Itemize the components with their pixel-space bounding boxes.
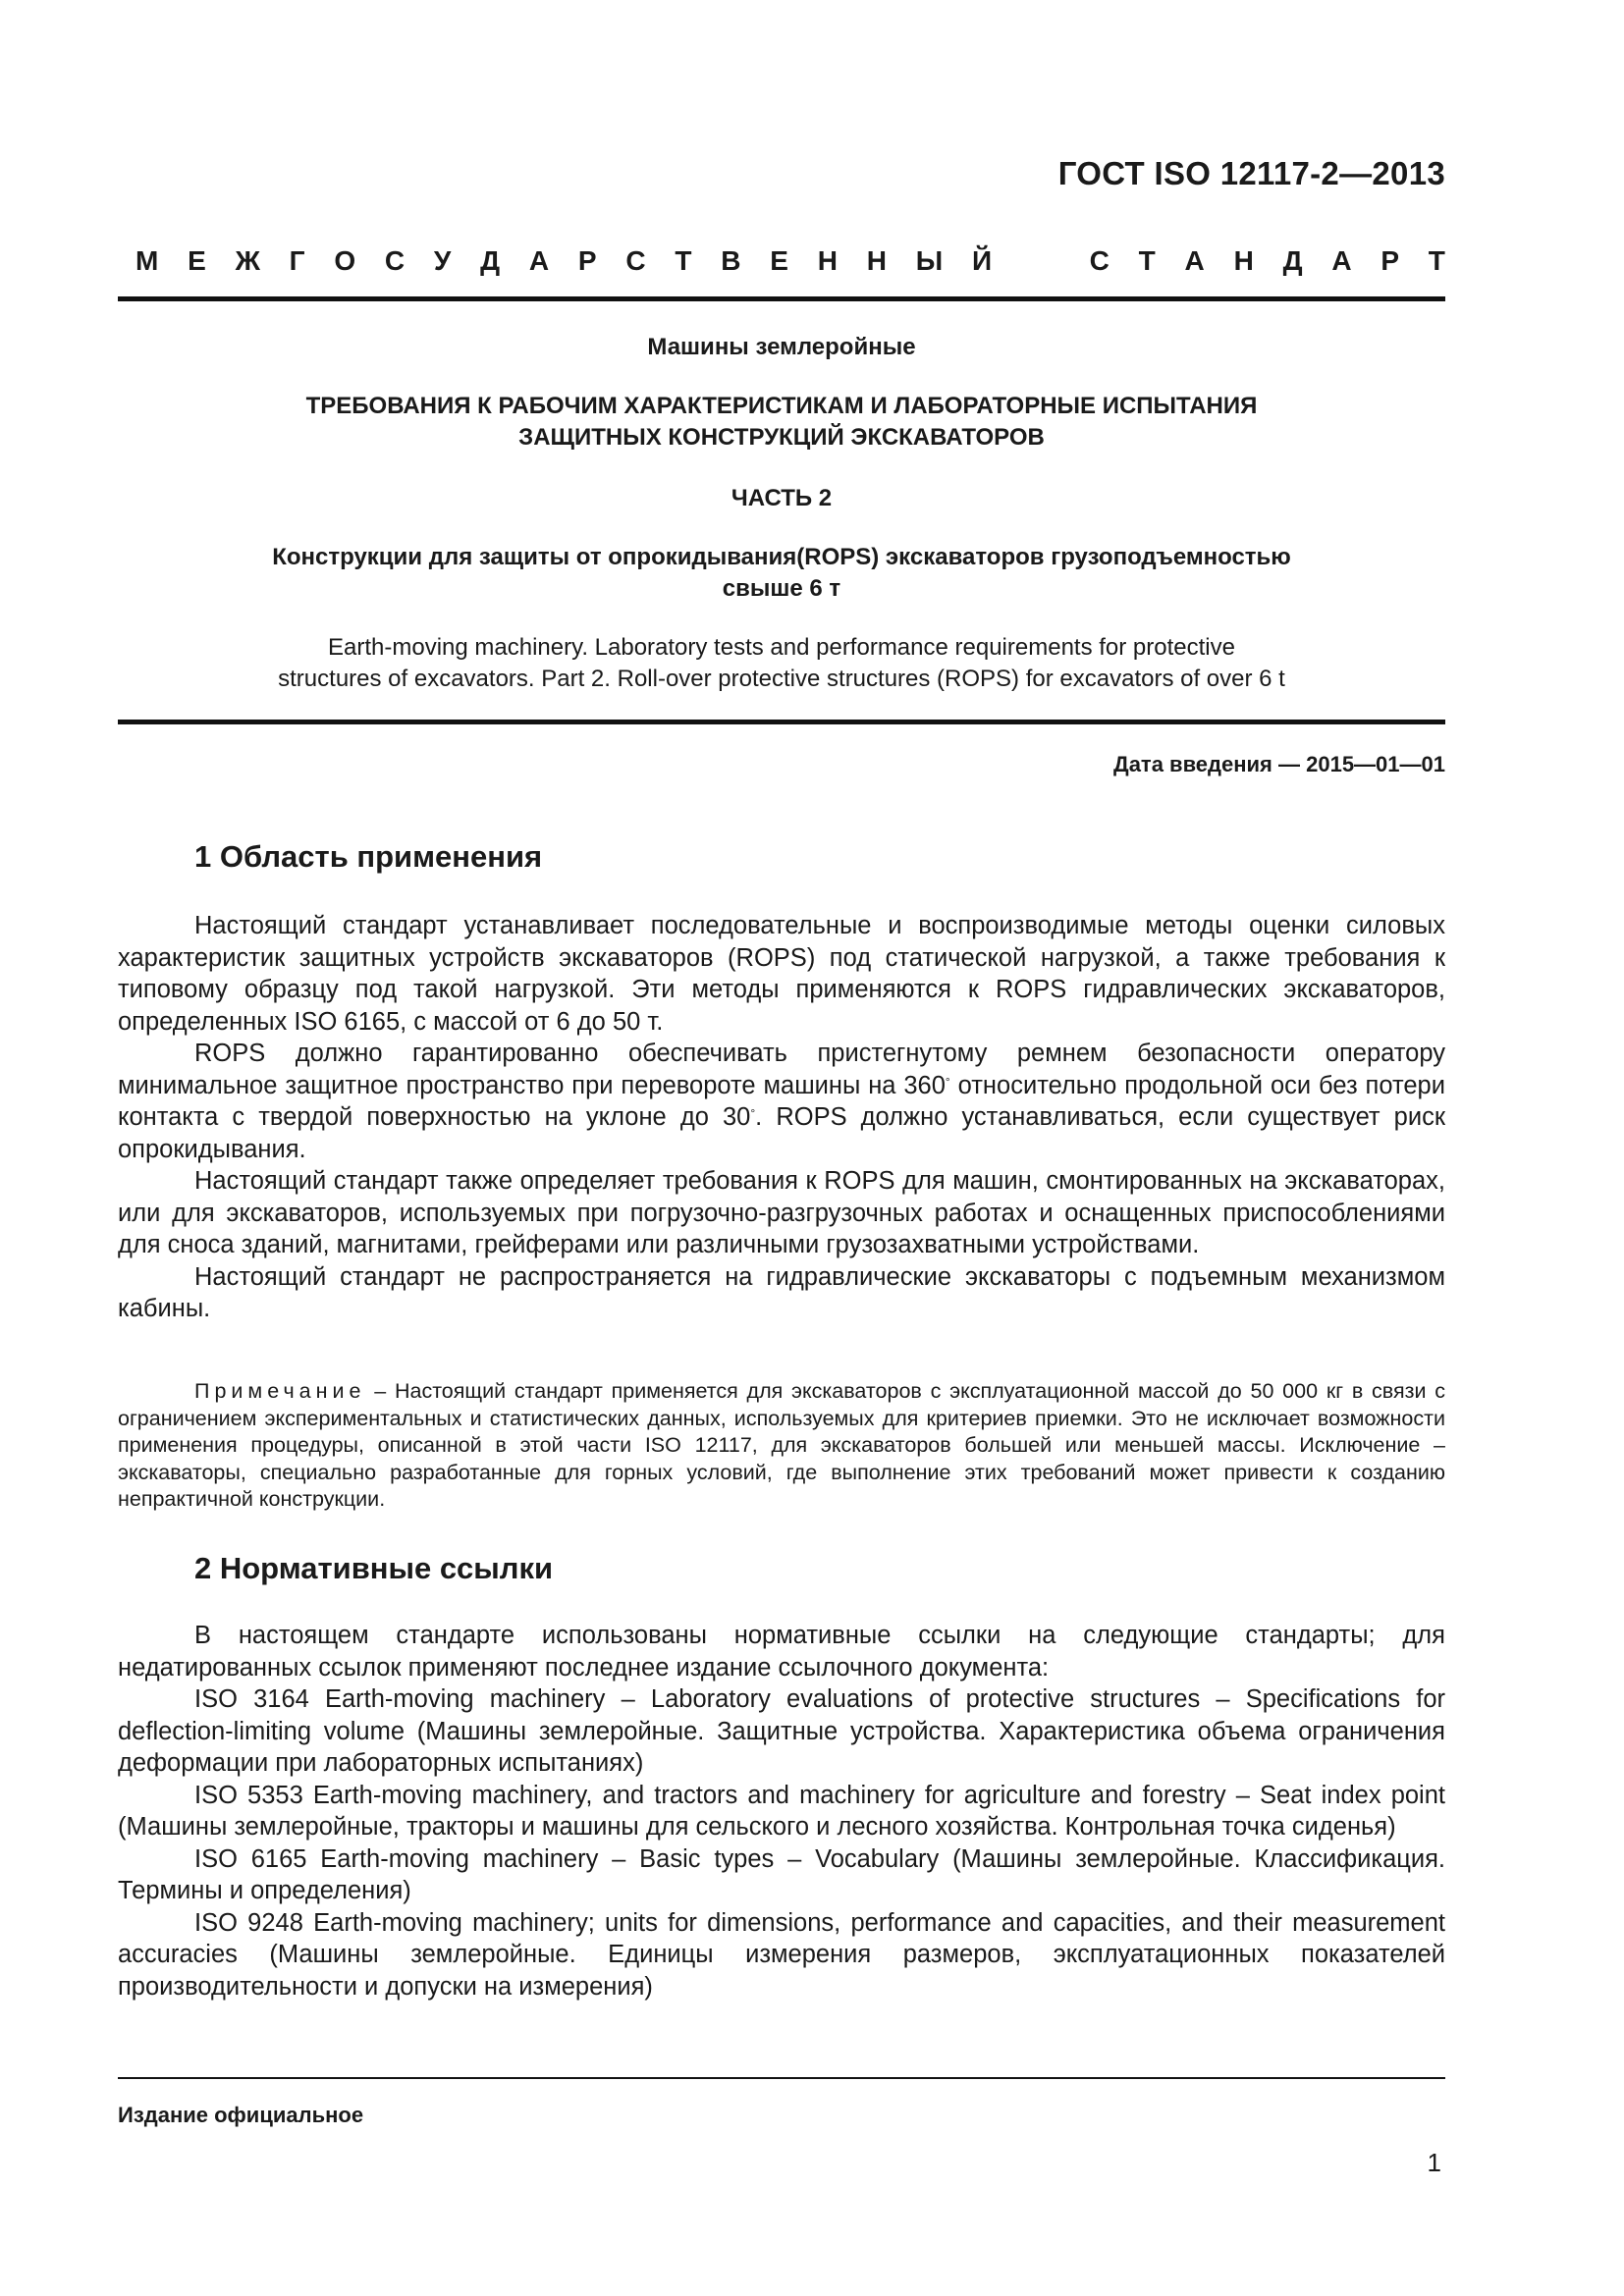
- title-main-line: ТРЕБОВАНИЯ К РАБОЧИМ ХАРАКТЕРИСТИКАМ И ЛАБОРАТОРНЫЕ ИСПЫТАНИЯ: [305, 393, 1258, 419]
- banner-letter: Ж: [235, 245, 260, 276]
- title-part: ЧАСТЬ 2: [731, 485, 833, 511]
- header-divider: [118, 296, 1445, 301]
- document-number: ГОСТ ISO 12117-2—2013: [1057, 155, 1445, 191]
- section-2-body: [118, 1620, 1445, 2002]
- banner-letter: А: [1331, 245, 1352, 276]
- banner-letter: Н: [817, 245, 838, 276]
- banner-letter: А: [1184, 245, 1205, 276]
- title-english: [118, 632, 1445, 695]
- paragraph: Настоящий стандарт устанавливает последовательные и воспроизводимые методы оценки силовых характеристик защитных устройств экскаваторов (ROPS) под статической нагрузкой, а также требования к типовому образцу под такой нагрузкой. Эти методы применяются к ROPS гидравлических экскаваторов, определенных ISO 6165, с массой от 6 до 50 т.: [118, 912, 1445, 1036]
- banner-letter: С: [384, 245, 406, 276]
- paragraph: В настоящем стандарте использованы нормативные ссылки на следующие стандарты; для недатированных ссылок применяют последнее издание ссылочного документа:: [118, 1622, 1445, 1682]
- title-divider: [118, 720, 1445, 724]
- banner-letter: Д: [1282, 245, 1303, 276]
- note-text: – Настоящий стандарт применяется для экскаваторов с эксплуатационной массой до 50 000 кг в связи с ограничением экспериментальных и статистических данных, используемых для критериев приемки. Это не исключает возможности применения процедуры, описанной в этой части ISO 12117, для экскаваторов большей или меньшей массы. Исключение – экскаваторы, специально разработанные для горных условий, где выполнение этих требований может привести к созданию непрактичной конструкции.: [118, 1379, 1445, 1511]
- banner-letter: Д: [480, 245, 501, 276]
- banner-letter: Н: [866, 245, 887, 276]
- banner-letter: С: [625, 245, 646, 276]
- title-subtitle: [118, 542, 1445, 605]
- title-main-line: ЗАЩИТНЫХ КОНСТРУКЦИЙ ЭКСКАВАТОРОВ: [518, 424, 1045, 451]
- banner-letter: У: [433, 245, 452, 276]
- section-2-heading: 2 Нормативные ссылки: [194, 1551, 554, 1585]
- title-english-line: structures of excavators. Part 2. Roll-over protective structures (ROPS) for excavators of over 6 t: [278, 666, 1285, 692]
- paragraph: ROPS должно гарантированно обеспечивать пристегнутому ремнем безопасности оператору минимальное защитное пространство при перевороте машины на 360° относительно продольной оси без потери контакта с твердой поверхностью на уклоне до 30°. ROPS должно устанавливаться, если существует риск опрокидывания.: [118, 1040, 1445, 1163]
- banner-letter: М: [135, 245, 159, 276]
- banner-letter: Е: [770, 245, 788, 276]
- note: [118, 1378, 1445, 1514]
- degree-mark: °: [750, 1106, 756, 1120]
- banner-letter: Г: [289, 245, 305, 276]
- standard-type-banner: [135, 245, 1445, 277]
- reference-item: ISO 5353 Earth-moving machinery, and tractors and machinery for agriculture and forestry – Seat index point (Машины землеройные, тракторы и машины для сельского и лесного хозяйства. Контрольная точка сиденья): [118, 1781, 1445, 1841]
- banner-word-gap: [1021, 245, 1060, 277]
- banner-letter: О: [334, 245, 356, 276]
- title-main: [118, 391, 1445, 454]
- banner-letter: В: [721, 245, 741, 276]
- reference-item: ISO 6165 Earth-moving machinery – Basic types – Vocabulary (Машины землеройные. Классификация. Термины и определения): [118, 1844, 1445, 1904]
- note-label: Примечание: [194, 1379, 366, 1403]
- footer-divider: [118, 2077, 1445, 2079]
- banner-letter: С: [1089, 245, 1110, 276]
- edition-label: Издание официальное: [118, 2103, 364, 2127]
- title-group: Машины землеройные: [647, 334, 916, 360]
- title-subtitle-line: Конструкции для защиты от опрокидывания(ROPS) экскаваторов грузоподъемностью: [272, 544, 1291, 570]
- banner-letter: Т: [1428, 245, 1445, 276]
- paragraph: Настоящий стандарт также определяет требования к ROPS для машин, смонтированных на экскаваторах, или для экскаваторов, используемых при погрузочно-разгрузочных работах и оснащенных приспособлениями для сноса зданий, магнитами, грейферами или различными грузозахватными устройствами.: [118, 1167, 1445, 1258]
- banner-letter: Н: [1233, 245, 1254, 276]
- banner-letter: А: [528, 245, 550, 276]
- title-english-line: Earth-moving machinery. Laboratory tests and performance requirements for protective: [328, 634, 1235, 661]
- paragraph: Настоящий стандарт не распространяется на гидравлические экскаваторы с подъемным механизмом кабины.: [118, 1262, 1445, 1322]
- degree-mark: °: [945, 1074, 950, 1089]
- section-1-body: [118, 910, 1445, 1325]
- banner-letter: Ы: [915, 245, 944, 276]
- page-number: 1: [1427, 2148, 1441, 2177]
- introduction-date: Дата введения — 2015—01—01: [1113, 752, 1445, 776]
- banner-letter: Р: [1380, 245, 1400, 276]
- reference-item: ISO 9248 Earth-moving machinery; units for dimensions, performance and capacities, and their measurement accuracies (Машины землеройные. Единицы измерения размеров, эксплуатационных показателей производительности и допуски на измерения): [118, 1908, 1445, 2001]
- reference-item: ISO 3164 Earth-moving machinery – Laboratory evaluations of protective structures – Specifications for deflection-limiting volume (Машины землеройные. Защитные устройства. Характеристика объема ограничения деформации при лабораторных испытаниях): [118, 1685, 1445, 1777]
- banner-letter: Т: [675, 245, 692, 276]
- banner-letter: Й: [971, 245, 993, 276]
- section-1-heading: 1 Область применения: [194, 839, 543, 874]
- banner-letter: Р: [577, 245, 597, 276]
- banner-letter: Т: [1138, 245, 1156, 276]
- title-subtitle-line: свыше 6 т: [722, 575, 841, 602]
- banner-letter: Е: [188, 245, 206, 276]
